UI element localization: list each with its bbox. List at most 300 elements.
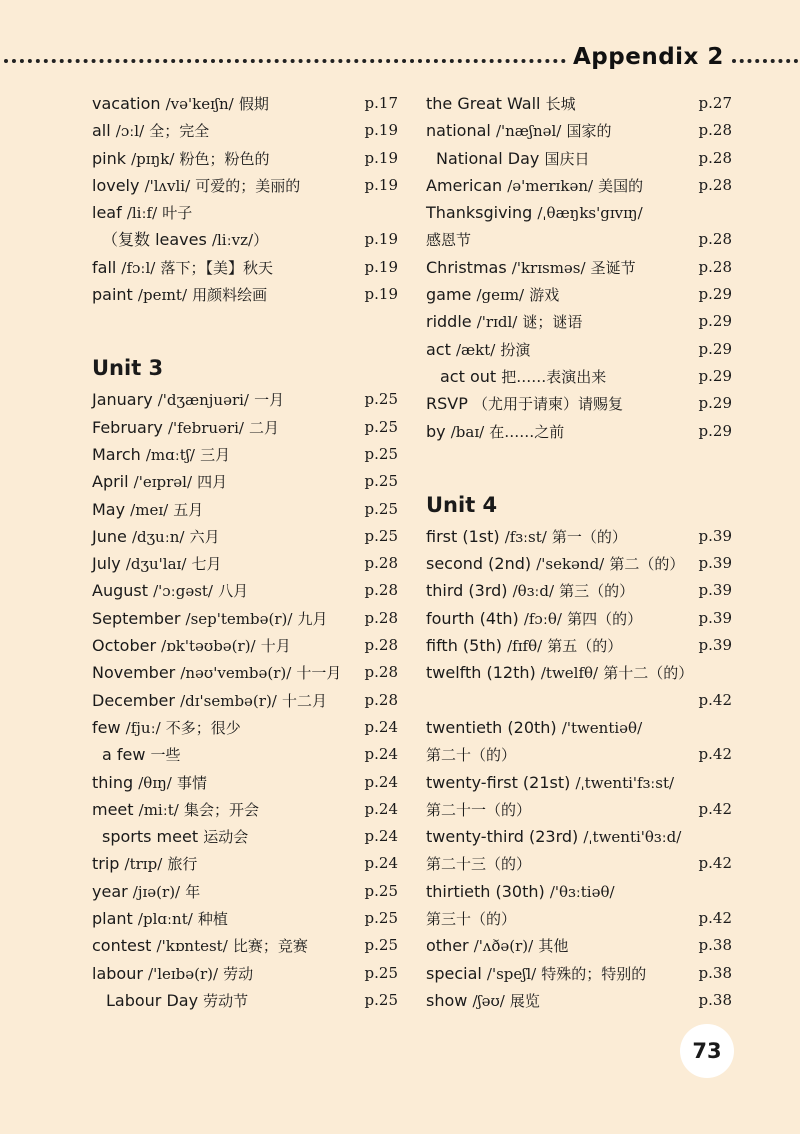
entry-word: other [426, 936, 469, 956]
entry-word: the Great Wall [426, 94, 541, 113]
header-dotted-rule-left [4, 59, 566, 63]
entry-phonetic: /'leɪbə(r)/ [148, 964, 219, 983]
vocab-entry [92, 145, 398, 172]
entry-meaning: 游戏 [529, 286, 560, 305]
vocab-entry [92, 796, 398, 823]
entry-meaning: 第五（的） [547, 637, 623, 656]
entry-page-ref: p.39 [698, 554, 732, 573]
vocab-entry [92, 687, 398, 714]
vocab-entry [92, 850, 398, 877]
entry-meaning: 十一月 [296, 664, 342, 683]
entry-meaning: 不多；很少 [165, 718, 241, 737]
entry-page-ref: p.25 [364, 936, 398, 955]
entry-page-ref: p.29 [698, 421, 732, 440]
entry-page-ref: p.25 [364, 990, 398, 1009]
vocab-entry [426, 117, 732, 144]
entry-text [426, 117, 611, 145]
entry-word: October [92, 636, 157, 656]
entry-word: June [92, 526, 127, 546]
entry-word: fall [92, 257, 117, 277]
entry-word: third (3rd) [426, 581, 508, 601]
vocab-entry [92, 823, 398, 850]
entry-page-ref: p.29 [698, 366, 732, 385]
entry-text [92, 441, 230, 469]
entry-page-ref: p.39 [698, 526, 732, 545]
entry-page-ref: p.24 [364, 772, 398, 791]
entry-page-ref: p.19 [364, 230, 398, 249]
entry-word: Christmas [426, 257, 507, 277]
vocab-entry [426, 659, 732, 686]
entry-text [92, 823, 248, 851]
entry-phonetic: /dʒu'laɪ/ [125, 555, 187, 574]
entry-phonetic: /nəʊ'vembə(r)/ [180, 664, 292, 683]
vocab-entry [426, 254, 732, 281]
entry-meaning: 年 [185, 882, 201, 901]
entry-meaning: 事情 [176, 773, 207, 792]
unit-heading: Unit 4 [426, 492, 498, 517]
entry-phonetic: /'dʒænjuəri/ [157, 391, 249, 410]
entry-meaning: 国庆日 [544, 149, 590, 168]
entry-text [426, 145, 589, 173]
vocab-entry [92, 199, 398, 226]
entry-text [92, 254, 273, 282]
entry-page-ref: p.28 [698, 230, 732, 249]
entry-text [426, 254, 636, 282]
entry-phonetic: /plɑːnt/ [137, 910, 193, 929]
vocab-entry [426, 390, 732, 417]
vocab-entry [426, 850, 732, 877]
vocab-entry [92, 987, 398, 1014]
entry-word: paint [92, 285, 133, 305]
entry-text [426, 769, 674, 797]
entry-word: second (2nd) [426, 554, 532, 574]
entry-phonetic: /jɪə(r)/ [132, 882, 181, 901]
entry-word: Thanksgiving [426, 203, 533, 223]
entry-text [426, 960, 646, 988]
entry-meaning: 美国的 [598, 176, 644, 195]
entry-phonetic: /θɪŋ/ [138, 773, 172, 792]
entry-page-ref: p.25 [364, 390, 398, 409]
entry-text [92, 741, 181, 769]
entry-text [426, 363, 606, 391]
entry-phonetic: /geɪm/ [476, 286, 525, 305]
entry-meaning: 扮演 [500, 340, 531, 359]
vocab-entry [426, 363, 732, 390]
header-dotted-rule-right [732, 59, 798, 63]
entry-phonetic: /meɪ/ [130, 500, 169, 519]
entry-meaning: 第二十一（的） [426, 800, 532, 819]
entry-text [426, 199, 643, 227]
entry-phonetic: /twelfθ/ [540, 664, 599, 683]
entry-meaning: 第十二（的） [603, 664, 694, 683]
vocab-entry [92, 878, 398, 905]
entry-text [92, 386, 284, 414]
entry-text [426, 714, 642, 742]
entry-text [92, 281, 267, 309]
entry-page-ref: p.24 [364, 799, 398, 818]
entry-word: fourth (4th) [426, 608, 519, 628]
vocab-entry [92, 441, 398, 468]
entry-page-ref: p.28 [364, 690, 398, 709]
entry-phonetic: /ˌθæŋks'gɪvɪŋ/ [537, 204, 643, 223]
vocab-entry [426, 878, 732, 905]
entry-text [426, 932, 568, 960]
entry-meaning: 第一（的） [551, 527, 627, 546]
vocab-entry [426, 960, 732, 987]
entry-meaning: 九月 [297, 609, 328, 628]
entry-word: twentieth (20th) [426, 717, 557, 737]
entry-word: August [92, 581, 148, 601]
vocab-entry [426, 418, 732, 445]
entry-meaning: 集会；开会 [183, 800, 259, 819]
vocab-entry [426, 226, 732, 253]
entry-word: （复数 leaves [102, 230, 207, 250]
entry-meaning: 第二十三（的） [426, 855, 532, 874]
vocab-entry [92, 254, 398, 281]
vocab-entry [92, 414, 398, 441]
entry-page-ref: p.25 [364, 963, 398, 982]
entry-phonetic: /fjuː/ [125, 718, 161, 737]
vocab-entry [92, 281, 398, 308]
entry-meaning: 十二月 [281, 691, 327, 710]
entry-page-ref: p.19 [364, 257, 398, 276]
entry-meaning: （尤用于请柬）请赐复 [472, 395, 623, 414]
entry-text [92, 496, 203, 524]
entry-text [92, 659, 341, 687]
entry-meaning: 运动会 [203, 828, 249, 847]
entry-word: show [426, 990, 468, 1010]
entry-word: fifth (5th) [426, 636, 503, 656]
entry-word: first (1st) [426, 526, 500, 546]
entry-meaning: 劳动节 [203, 991, 249, 1010]
entry-page-ref: p.42 [698, 745, 732, 764]
entry-meaning: 特殊的；特别的 [541, 964, 647, 983]
entry-phonetic: /və'keɪʃn/ [165, 95, 234, 113]
entry-text [92, 850, 197, 878]
entry-phonetic: /mɑːtʃ/ [145, 445, 195, 464]
entry-meaning: 用颜料绘画 [192, 286, 268, 305]
entry-page-ref: p.28 [698, 175, 732, 194]
entry-meaning: 谜；谜语 [522, 313, 583, 332]
entry-text [426, 281, 559, 309]
vocab-entry [426, 741, 732, 768]
entry-text [426, 905, 516, 933]
entry-word: national [426, 121, 491, 141]
entry-phonetic: /fɪfθ/ [507, 637, 543, 656]
entry-word: act out [440, 366, 497, 386]
vocab-entry [92, 932, 398, 959]
entry-page-ref: p.42 [698, 690, 732, 709]
vocab-entry [92, 741, 398, 768]
entry-text [92, 468, 227, 496]
vocab-entry [426, 281, 732, 308]
vocab-entry [426, 687, 732, 714]
entry-word: meet [92, 799, 134, 819]
entry-meaning: 六月 [189, 527, 220, 546]
entry-text [92, 905, 228, 933]
entry-text [92, 226, 268, 254]
entry-page-ref: p.24 [364, 745, 398, 764]
entry-text [426, 850, 531, 878]
entry-page-ref: p.28 [364, 581, 398, 600]
vocab-entry [426, 199, 732, 226]
vocab-entry [92, 496, 398, 523]
entry-page-ref: p.42 [698, 909, 732, 928]
entry-phonetic: /fɔːθ/ [523, 609, 562, 628]
vocab-entry [426, 550, 732, 577]
entry-text [426, 577, 634, 605]
entry-word: RSVP [426, 394, 468, 414]
entry-word: labour [92, 963, 143, 983]
entry-word: thing [92, 772, 134, 792]
entry-word: vacation [92, 94, 161, 113]
vocab-entry [426, 932, 732, 959]
entry-meaning: 三月 [200, 445, 231, 464]
entry-page-ref: p.29 [698, 312, 732, 331]
entry-meaning: 长城 [545, 95, 576, 113]
entry-text [92, 878, 200, 906]
vocab-entry [92, 577, 398, 604]
entry-word: trip [92, 854, 120, 874]
vocab-entry [426, 632, 732, 659]
entry-text [92, 414, 279, 442]
entry-text [92, 117, 209, 145]
entry-word: American [426, 175, 503, 195]
entry-text [92, 960, 253, 988]
entry-word: February [92, 417, 163, 437]
entry-word: contest [92, 936, 152, 956]
entry-phonetic: /'næʃnəl/ [495, 122, 562, 141]
entry-page-ref: p.29 [698, 285, 732, 304]
entry-page-ref: p.28 [364, 554, 398, 573]
entry-meaning: 展览 [509, 991, 540, 1010]
entry-meaning: 其他 [538, 937, 569, 956]
entry-meaning: 劳动 [223, 964, 254, 983]
vocab-entry [92, 905, 398, 932]
entry-word: January [92, 390, 153, 410]
entry-meaning: 旅行 [167, 855, 198, 874]
entry-page-ref: p.19 [364, 285, 398, 304]
entry-word: year [92, 881, 128, 901]
entry-phonetic: /ɔːl/ [115, 122, 145, 141]
entry-phonetic: /'eɪprəl/ [133, 473, 193, 492]
entry-phonetic: /'speʃl/ [486, 964, 537, 983]
vocab-entry [92, 960, 398, 987]
entry-meaning: 第二（的） [609, 555, 685, 574]
entry-text [426, 226, 471, 254]
entry-text [426, 523, 627, 551]
entry-phonetic: /trɪp/ [124, 855, 163, 874]
entry-phonetic: /ækt/ [455, 340, 496, 359]
entry-text [92, 605, 328, 633]
entry-page-ref: p.19 [364, 148, 398, 167]
entry-word: April [92, 472, 129, 492]
vocab-entry [426, 796, 732, 823]
entry-meaning: 二月 [249, 418, 280, 437]
entry-word: November [92, 663, 176, 683]
entry-page-ref: p.29 [698, 394, 732, 413]
entry-word: leaf [92, 203, 122, 223]
entry-phonetic: /ˌtwenti'fɜːst/ [575, 773, 675, 792]
vocab-entry [426, 90, 732, 117]
entry-meaning: 全；完全 [149, 122, 210, 141]
entry-meaning: 第三（的） [559, 582, 635, 601]
entry-page-ref: p.27 [698, 94, 732, 112]
entry-text [92, 172, 300, 200]
entry-text [426, 632, 622, 660]
entry-meaning: 在……之前 [489, 422, 565, 441]
entry-text [92, 90, 269, 118]
entry-page-ref: p.28 [364, 663, 398, 682]
entry-text [426, 605, 642, 633]
entry-text [92, 769, 207, 797]
entry-word: March [92, 444, 141, 464]
entry-page-ref: p.24 [364, 717, 398, 736]
left-vocabulary-column [92, 90, 398, 1014]
entry-text [92, 796, 259, 824]
entry-page-ref: p.28 [364, 608, 398, 627]
unit-heading: Unit 3 [92, 356, 164, 381]
vocab-entry [426, 577, 732, 604]
entry-phonetic: /liːf/ [126, 204, 158, 223]
entry-page-ref: p.24 [364, 827, 398, 846]
entry-page-ref: p.25 [364, 444, 398, 463]
vocab-entry [92, 172, 398, 199]
entry-text [92, 932, 308, 960]
entry-text [426, 308, 582, 336]
entry-phonetic: /ɒk'təʊbə(r)/ [161, 637, 256, 656]
entry-meaning: 国家的 [566, 122, 612, 141]
entry-page-ref: p.38 [698, 936, 732, 955]
section-spacer [92, 308, 398, 334]
vocab-entry [426, 987, 732, 1014]
vocab-entry [92, 769, 398, 796]
entry-phonetic: /liːvz/） [211, 231, 269, 250]
entry-meaning: 感恩节 [426, 231, 472, 250]
entry-meaning: 把……表演出来 [501, 367, 607, 386]
entry-page-ref: p.25 [364, 881, 398, 900]
entry-phonetic: /miːt/ [138, 800, 179, 819]
entry-phonetic: /'rɪdl/ [476, 313, 518, 332]
entry-meaning: 五月 [173, 500, 204, 519]
right-vocabulary-column [426, 90, 732, 1014]
entry-text [92, 577, 248, 605]
entry-meaning: 第四（的） [567, 609, 643, 628]
entry-page-ref: p.28 [364, 636, 398, 655]
entry-text [426, 390, 623, 418]
entry-word: May [92, 499, 126, 519]
vocab-entry [426, 308, 732, 335]
entry-word: twelfth (12th) [426, 663, 536, 683]
vocab-entry [92, 659, 398, 686]
entry-word: few [92, 717, 121, 737]
entry-meaning: 四月 [197, 473, 228, 492]
vocab-entry [426, 605, 732, 632]
entry-page-ref: p.24 [364, 854, 398, 873]
entry-phonetic: /'krɪsməs/ [511, 258, 586, 277]
entry-text [92, 550, 221, 578]
entry-text [426, 336, 530, 364]
entry-word: by [426, 421, 446, 441]
entry-meaning: 八月 [218, 582, 249, 601]
entry-text [426, 741, 516, 769]
entry-page-ref: p.39 [698, 636, 732, 655]
entry-phonetic: /dʒuːn/ [131, 527, 185, 546]
entry-phonetic: /'twentiəθ/ [561, 718, 643, 737]
entry-page-ref: p.38 [698, 990, 732, 1009]
entry-text [426, 659, 693, 687]
entry-page-ref: p.39 [698, 608, 732, 627]
section-spacer [426, 445, 732, 471]
entry-word: twenty-third (23rd) [426, 827, 579, 847]
vocab-entry [426, 336, 732, 363]
entry-phonetic: /'θɜːtiəθ/ [549, 882, 615, 901]
entry-page-ref: p.39 [698, 581, 732, 600]
entry-page-ref: p.28 [698, 121, 732, 140]
entry-meaning: 可爱的；美丽的 [195, 176, 301, 195]
vocab-entry [426, 905, 732, 932]
vocab-entry [426, 523, 732, 550]
vocab-entry [426, 145, 732, 172]
vocab-entry [92, 226, 398, 253]
entry-phonetic: /baɪ/ [450, 422, 485, 441]
entry-meaning: 落下；【美】秋天 [160, 258, 273, 277]
vocab-entry [426, 172, 732, 199]
entry-page-ref: p.19 [364, 121, 398, 140]
entry-text [92, 987, 248, 1015]
entry-page-ref: p.25 [364, 472, 398, 491]
vocab-entry [92, 468, 398, 495]
entry-text [426, 823, 681, 851]
entry-page-ref: p.19 [364, 175, 398, 194]
entry-phonetic: /fɜːst/ [504, 527, 547, 546]
entry-word: riddle [426, 312, 472, 332]
entry-meaning: 假期 [238, 95, 269, 113]
entry-page-ref: p.28 [698, 148, 732, 167]
entry-page-ref: p.17 [364, 94, 398, 112]
vocab-entry [426, 769, 732, 796]
vocab-entry [92, 632, 398, 659]
entry-phonetic: /'ʌðə(r)/ [473, 937, 534, 956]
entry-page-ref: p.29 [698, 339, 732, 358]
entry-word: all [92, 121, 111, 141]
vocab-entry [92, 605, 398, 632]
entry-word: December [92, 690, 175, 710]
vocab-entry [92, 523, 398, 550]
entry-phonetic: /θɜːd/ [512, 582, 555, 601]
vocab-entry [92, 386, 398, 413]
entry-word: pink [92, 148, 127, 168]
entry-text [426, 550, 684, 578]
entry-page-ref: p.42 [698, 854, 732, 873]
entry-text [426, 987, 540, 1015]
entry-text [92, 523, 220, 551]
entry-phonetic: /'februəri/ [168, 418, 244, 437]
vocab-entry [426, 714, 732, 741]
entry-meaning: 种植 [197, 910, 228, 929]
entry-text [92, 145, 269, 173]
entry-word: game [426, 285, 472, 305]
vocab-entry [92, 714, 398, 741]
entry-text [426, 172, 643, 200]
entry-text [426, 418, 564, 446]
page-number: 73 [680, 1024, 734, 1078]
entry-phonetic: /'kɒntest/ [156, 937, 228, 956]
entry-page-ref: p.25 [364, 909, 398, 928]
vocab-entry [92, 90, 398, 117]
entry-meaning: 粉色；粉色的 [179, 149, 270, 168]
entry-phonetic: /ə'merɪkən/ [507, 176, 594, 195]
